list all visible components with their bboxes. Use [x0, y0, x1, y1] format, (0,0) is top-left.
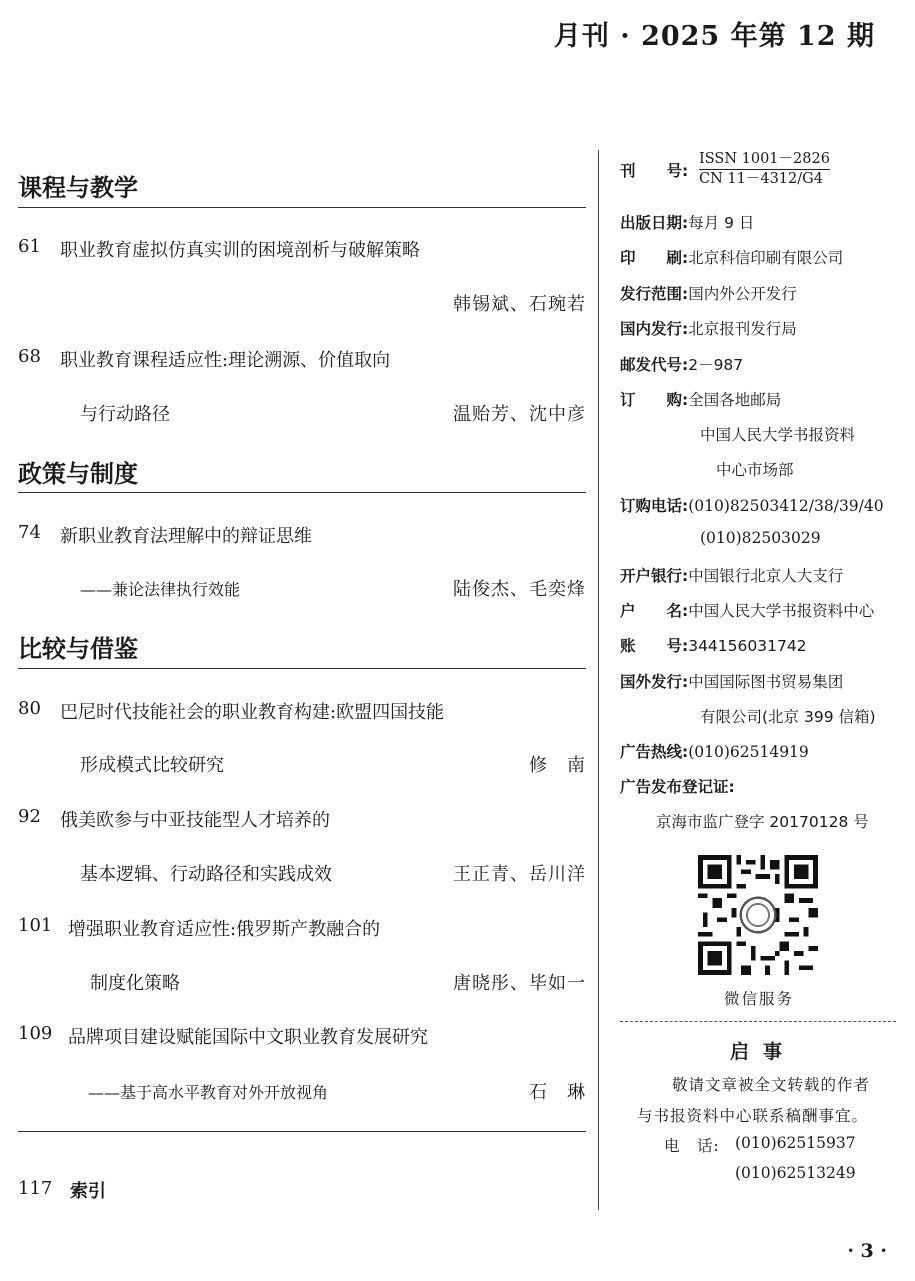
article-authors: 修 南 [529, 755, 586, 776]
notice-phone-2: (010)62513249 [735, 1164, 856, 1182]
info-row-overseas: 国外发行:中国国际图书贸易集团 [620, 673, 844, 691]
info-row-domestic: 国内发行:北京报刊发行局 [620, 320, 797, 338]
info-row-ad-hotline: 广告热线:(010)62514919 [620, 743, 809, 761]
info-row-order: 订 购:全国各地邮局 [620, 391, 782, 409]
info-row-postal-code: 邮发代号:2－987 [620, 356, 744, 374]
article-title[interactable]: 品牌项目建设赋能国际中文职业教育发展研究 [68, 1027, 428, 1048]
article-title-continued[interactable]: 与行动路径 [80, 404, 170, 425]
info-row-publish-date: 出版日期:每月 9 日 [620, 214, 755, 232]
column-divider [598, 150, 599, 1210]
article-authors: 韩锡斌、石琬若 [453, 294, 586, 315]
section-divider [18, 1131, 586, 1132]
article-title-continued[interactable]: 基本逻辑、行动路径和实践成效 [80, 864, 332, 885]
info-row-ad-license-cont: 京海市监广登字 20170128 号 [656, 813, 869, 831]
article-title[interactable]: 巴尼时代技能社会的职业教育构建:欧盟四国技能 [60, 702, 445, 723]
article-page-number: 92 [18, 806, 41, 827]
notice-line-1: 敬请文章被全文转载的作者 [672, 1076, 871, 1094]
notice-title: 启事 [730, 1041, 797, 1063]
info-row-ad-license: 广告发布登记证: [620, 778, 735, 796]
issn-label-text: 刊 号: [620, 162, 689, 180]
info-row-overseas-cont: 有限公司(北京 399 信箱) [700, 708, 876, 726]
page-number: · 3 · [847, 1240, 887, 1262]
issn-number: ISSN 1001－2826 [699, 150, 830, 170]
index-title[interactable]: 索引 [70, 1181, 106, 1202]
article-page-number: 101 [18, 915, 53, 936]
section-title-policy: 政策与制度 [18, 460, 138, 488]
notice-phone-1: (010)62515937 [735, 1134, 856, 1152]
cn-number: CN 11－4312/G4 [699, 171, 823, 187]
info-row-bank: 开户银行:中国银行北京人大支行 [620, 567, 844, 585]
article-page-number: 74 [18, 522, 41, 543]
article-title[interactable]: 俄美欧参与中亚技能型人才培养的 [60, 810, 330, 831]
article-authors: 唐晓彤、毕如一 [453, 973, 586, 994]
article-title[interactable]: 职业教育课程适应性:理论溯源、价值取向 [60, 350, 391, 371]
article-title-continued[interactable]: 形成模式比较研究 [80, 755, 224, 776]
article-subtitle: ——兼论法律执行效能 [80, 580, 241, 599]
article-page-number: 68 [18, 346, 41, 367]
article-authors: 温贻芳、沈中彦 [453, 404, 586, 425]
article-title[interactable]: 新职业教育法理解中的辩证思维 [60, 526, 312, 547]
issn-label [620, 159, 688, 181]
info-row-printer: 印 刷:北京科信印刷有限公司 [620, 249, 844, 267]
article-authors: 石 琳 [529, 1082, 586, 1103]
info-row-order-phone: 订购电话:(010)82503412/38/39/40 [620, 497, 884, 515]
info-row-account-number: 账 号:344156031742 [620, 637, 807, 655]
notice-phone-label: 电 话: [664, 1137, 720, 1155]
article-page-number: 117 [18, 1178, 53, 1199]
article-authors: 王正青、岳川洋 [453, 864, 586, 885]
article-subtitle: ——基于高水平教育对外开放视角 [88, 1083, 329, 1102]
info-row-account-name: 户 名:中国人民大学书报资料中心 [620, 602, 875, 620]
notice-divider [620, 1021, 896, 1022]
section-divider [18, 668, 586, 669]
article-page-number: 61 [18, 236, 41, 257]
section-divider [18, 207, 586, 208]
article-page-number: 80 [18, 698, 41, 719]
issue-header: 月刊 · 2025 年第 12 期 [553, 21, 875, 52]
info-row-order-phone-cont: (010)82503029 [700, 529, 821, 547]
issn-block [699, 150, 830, 188]
article-authors: 陆俊杰、毛奕烽 [453, 579, 586, 600]
qr-code[interactable] [698, 855, 818, 975]
section-title-course: 课程与教学 [18, 174, 138, 202]
article-page-number: 109 [18, 1023, 53, 1044]
article-title[interactable]: 增强职业教育适应性:俄罗斯产教融合的 [68, 919, 381, 940]
article-title[interactable]: 职业教育虚拟仿真实训的困境剖析与破解策略 [60, 240, 420, 261]
qr-caption: 微信服务 [724, 990, 795, 1008]
notice-line-2: 与书报资料中心联系稿酬事宜。 [637, 1107, 869, 1125]
section-title-comparison: 比较与借鉴 [18, 635, 138, 663]
article-title-continued[interactable]: 制度化策略 [90, 973, 180, 994]
section-divider [18, 492, 586, 493]
info-row-order-cont: 中心市场部 [716, 461, 794, 479]
info-row-distribution: 发行范围:国内外公开发行 [620, 285, 797, 303]
info-row-order-cont: 中国人民大学书报资料 [700, 426, 856, 444]
